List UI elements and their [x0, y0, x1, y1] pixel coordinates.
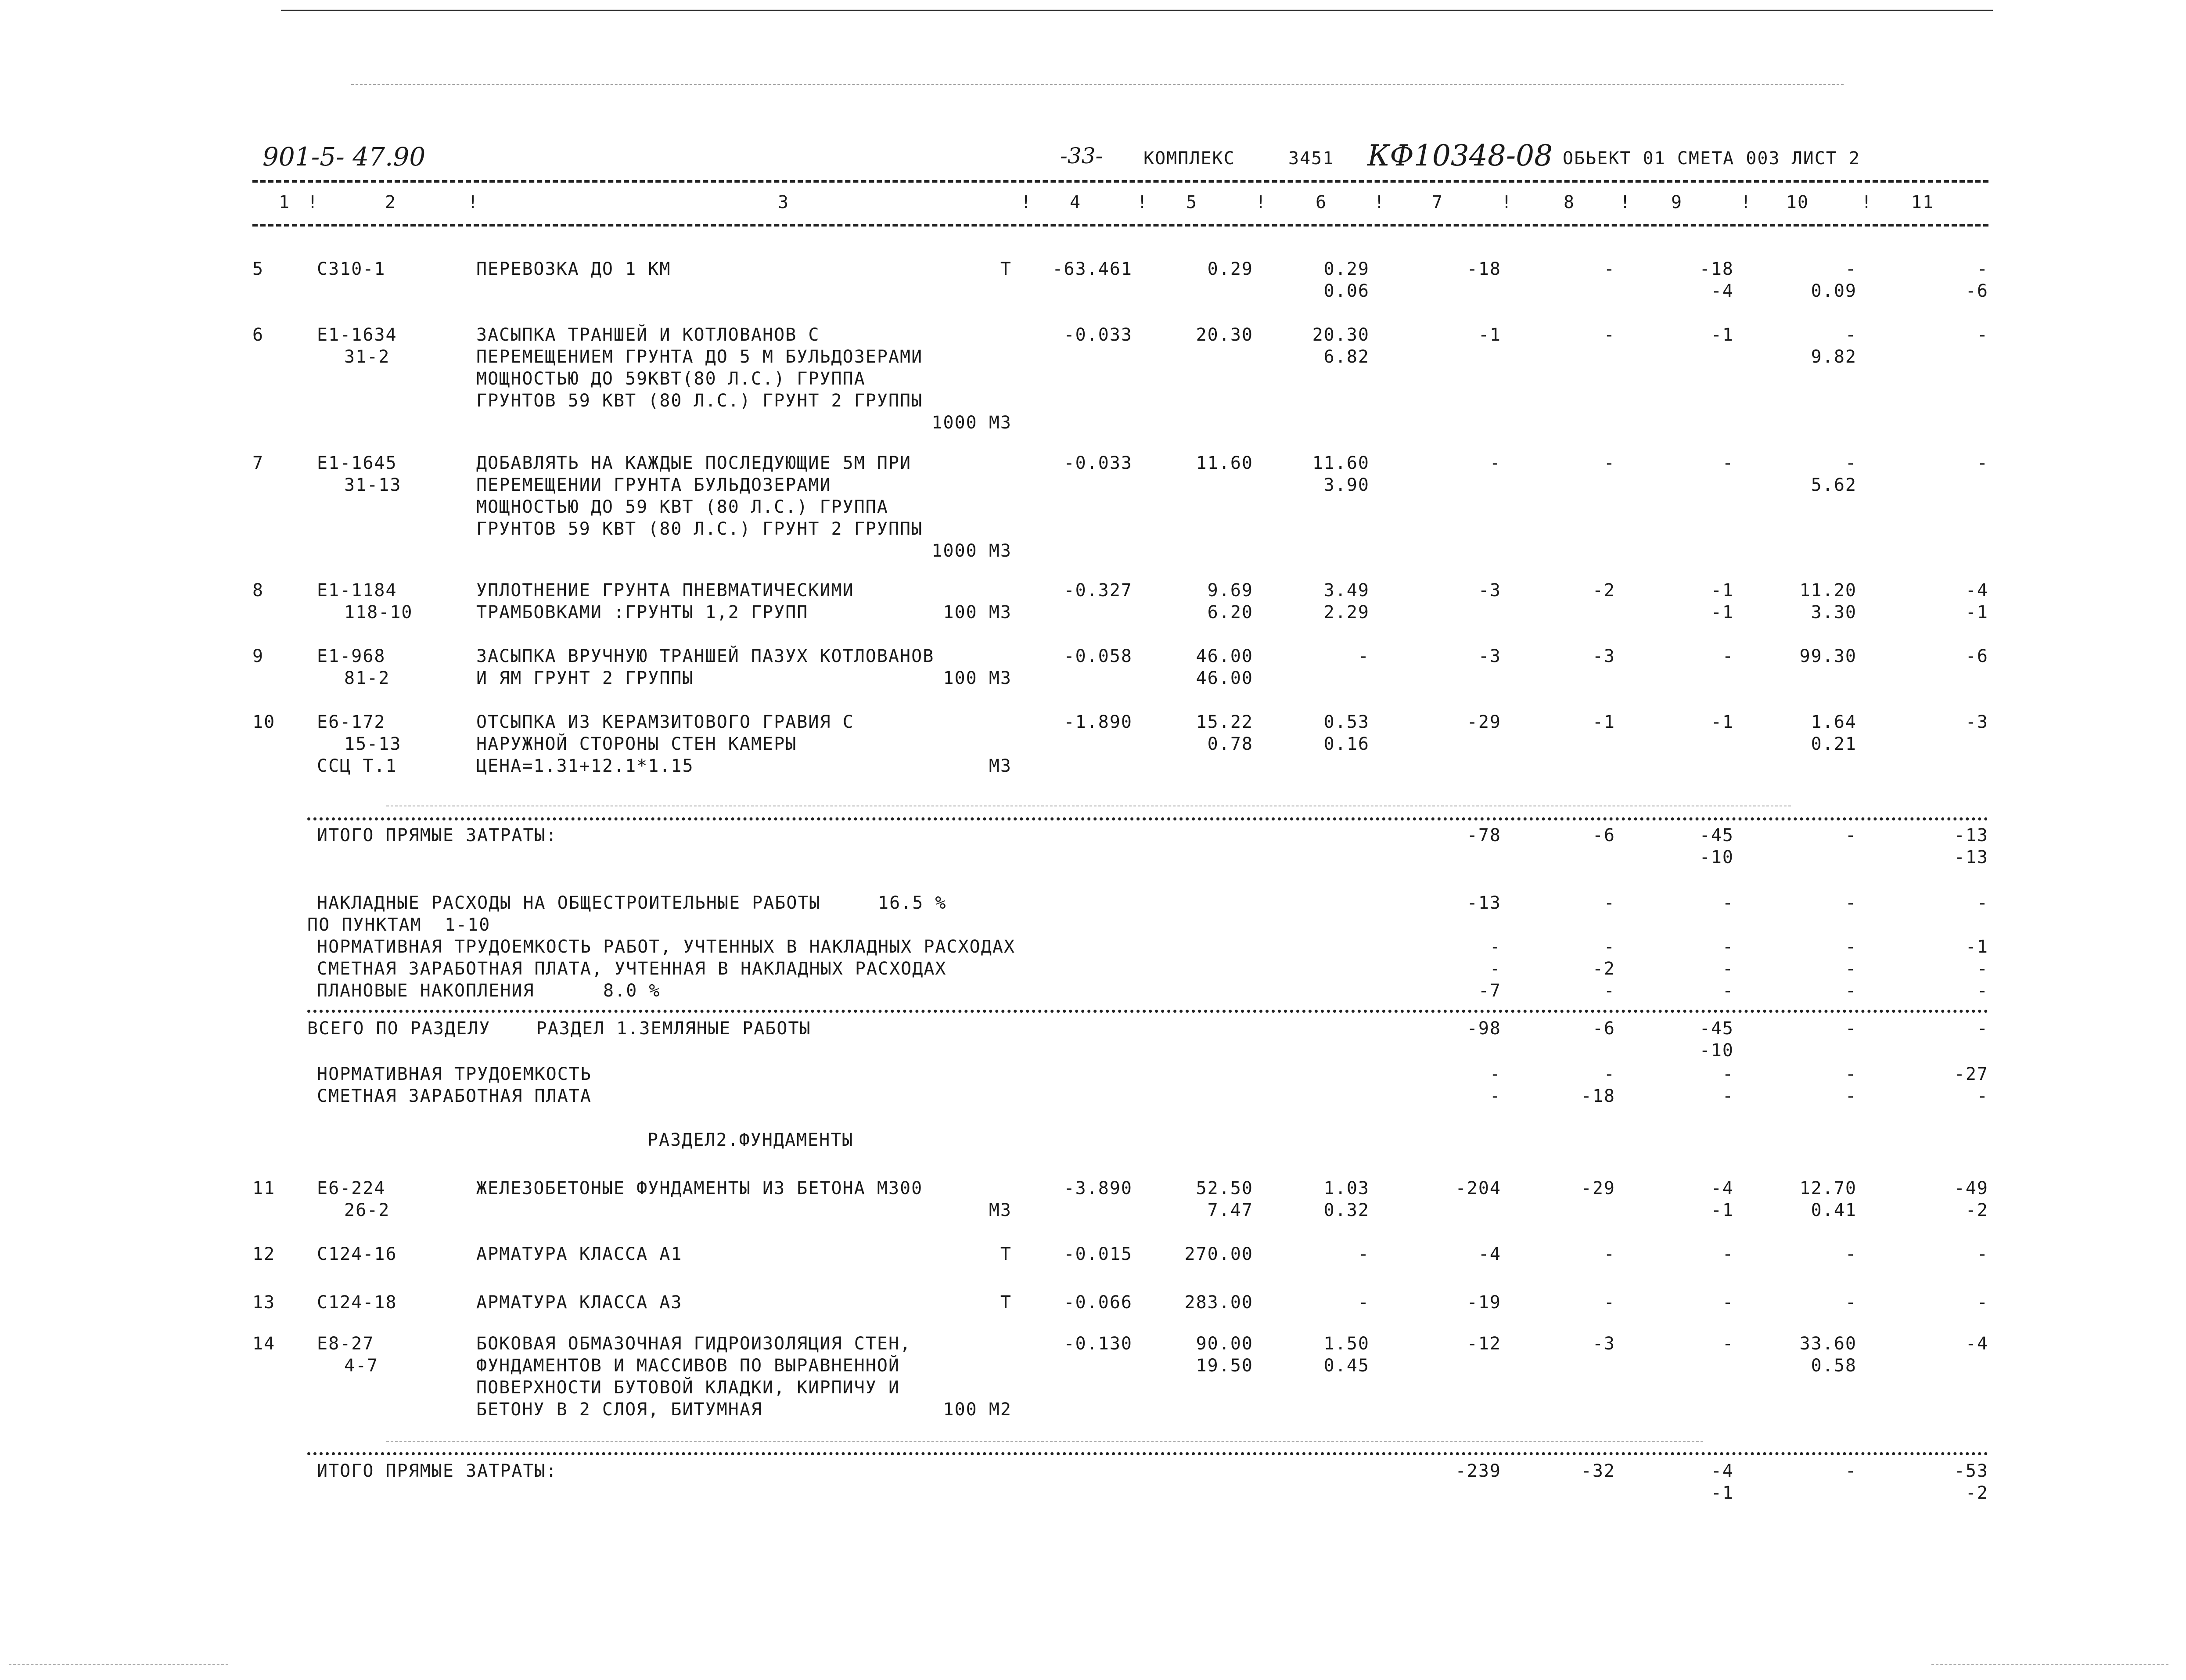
row-unit: М3 — [989, 1200, 1012, 1220]
subtotal-2-c9: -4 — [1711, 1461, 1734, 1481]
row-value-c6: 3.49 — [1323, 580, 1370, 601]
row-quantity: -63.461 — [1052, 259, 1133, 279]
section-total-c7: -98 — [1467, 1018, 1501, 1039]
row-value-c10: 0.21 — [1811, 734, 1857, 754]
row-quantity: -1.890 — [1064, 712, 1133, 732]
section-total-c9: -10 — [1699, 1040, 1734, 1061]
row-quantity: -0.130 — [1064, 1334, 1133, 1354]
subtotal-c11: -13 — [1954, 825, 1988, 845]
row-value-c5: 52.50 — [1196, 1178, 1253, 1198]
column-separator: ! — [1374, 192, 1386, 212]
row-quantity: -0.033 — [1064, 453, 1133, 473]
row-value-c9: - — [1722, 453, 1734, 473]
column-separator: ! — [1740, 192, 1752, 212]
row-value-c6: 1.50 — [1323, 1334, 1370, 1354]
overhead-c8: - — [1604, 937, 1615, 957]
subtotal-c7: -78 — [1467, 825, 1501, 845]
row-code: 81-2 — [344, 668, 390, 688]
row-code: Е6-224 — [317, 1178, 386, 1198]
row-value-c7: -3 — [1478, 646, 1501, 666]
row-value-c10: 3.30 — [1811, 602, 1857, 622]
column-separator: ! — [1501, 192, 1513, 212]
row-value-c10: 12.70 — [1799, 1178, 1857, 1198]
row-code: Е1-1634 — [317, 325, 397, 345]
row-value-c9: -1 — [1711, 1200, 1734, 1220]
subtotal-2-label: ИТОГО ПРЯМЫЕ ЗАТРАТЫ: — [317, 1461, 557, 1481]
header-rule-bottom — [252, 224, 1988, 227]
row-quantity: -0.327 — [1064, 580, 1133, 601]
row-value-c6: 1.03 — [1323, 1178, 1370, 1198]
row-description: ДОБАВЛЯТЬ НА КАЖДЫЕ ПОСЛЕДУЮЩИЕ 5М ПРИ — [476, 453, 912, 473]
row-value-c6: 3.90 — [1323, 475, 1370, 495]
row-value-c9: -1 — [1711, 602, 1734, 622]
row-value-c10: - — [1845, 1292, 1857, 1313]
row-code: ССЦ Т.1 — [317, 756, 397, 776]
row-value-c10: 11.20 — [1799, 580, 1857, 601]
column-header-7: 7 — [1431, 192, 1444, 212]
row-value-c7: -1 — [1478, 325, 1501, 345]
overhead-c8: - — [1604, 893, 1615, 913]
row-value-c7: - — [1489, 453, 1501, 473]
subtotal-2-c9: -1 — [1711, 1483, 1734, 1503]
row-description: ОТСЫПКА ИЗ КЕРАМЗИТОВОГО ГРАВИЯ С — [476, 712, 854, 732]
row-number: 7 — [252, 453, 264, 473]
overhead-c8: - — [1604, 981, 1615, 1001]
subtotal-separator — [307, 817, 1988, 820]
row-value-c10: 33.60 — [1799, 1334, 1857, 1354]
subtotal-c10: - — [1845, 825, 1857, 845]
row-number: 13 — [252, 1292, 276, 1313]
header-rule-top — [252, 180, 1988, 183]
column-header-4: 4 — [1069, 192, 1082, 212]
row-value-c11: - — [1977, 1244, 1988, 1264]
overhead-label: ПЛАНОВЫЕ НАКОПЛЕНИЯ 8.0 % — [317, 981, 661, 1001]
subtotal-c9: -45 — [1699, 825, 1734, 845]
row-value-c5: 0.78 — [1207, 734, 1253, 754]
section-extra-c11: -27 — [1954, 1064, 1988, 1084]
row-value-c5: 20.30 — [1196, 325, 1253, 345]
row-value-c7: -4 — [1478, 1244, 1501, 1264]
row-value-c8: - — [1604, 325, 1615, 345]
row-value-c11: -6 — [1965, 646, 1988, 666]
row-description: ПОВЕРХНОСТИ БУТОВОЙ КЛАДКИ, КИРПИЧУ И — [476, 1378, 900, 1398]
row-value-c11: -6 — [1965, 281, 1988, 301]
subtotal-2-c11: -2 — [1965, 1483, 1988, 1503]
row-description: ЖЕЛЕЗОБЕТОНЫЕ ФУНДАМЕНТЫ ИЗ БЕТОНА М300 — [476, 1178, 923, 1198]
row-value-c5: 19.50 — [1196, 1356, 1253, 1376]
subtotal-label: ИТОГО ПРЯМЫЕ ЗАТРАТЫ: — [317, 825, 557, 845]
column-separator: ! — [1861, 192, 1873, 212]
column-header-8: 8 — [1563, 192, 1575, 212]
row-value-c6: 0.45 — [1323, 1356, 1370, 1376]
scan-noise-line — [1931, 1664, 2168, 1665]
row-value-c6: 11.60 — [1312, 453, 1370, 473]
row-value-c11: -4 — [1965, 1334, 1988, 1354]
overhead-c9: - — [1722, 959, 1734, 979]
section-total-c9: -45 — [1699, 1018, 1734, 1039]
overhead-c10: - — [1845, 937, 1857, 957]
row-description: И ЯМ ГРУНТ 2 ГРУППЫ — [476, 668, 694, 688]
row-value-c10: - — [1845, 453, 1857, 473]
column-separator: ! — [1137, 192, 1149, 212]
section-total-c10: - — [1845, 1018, 1857, 1039]
row-description: МОЩНОСТЬЮ ДО 59КВТ(80 Л.С.) ГРУППА — [476, 369, 866, 389]
section-extra-c10: - — [1845, 1064, 1857, 1084]
row-description: НАРУЖНОЙ СТОРОНЫ СТЕН КАМЕРЫ — [476, 734, 797, 754]
object-info: ОБЬЕКТ 01 СМЕТА 003 ЛИСТ 2 — [1563, 148, 1861, 169]
column-header-3: 3 — [777, 192, 790, 212]
row-description: ПЕРЕМЕЩЕНИИ ГРУНТА БУЛЬДОЗЕРАМИ — [476, 475, 831, 495]
row-unit: Т — [1000, 259, 1012, 279]
overhead-c8: -2 — [1592, 959, 1615, 979]
row-description: МОЩНОСТЬЮ ДО 59 КВТ (80 Л.С.) ГРУППА — [476, 497, 888, 517]
row-value-c11: - — [1977, 325, 1988, 345]
row-value-c10: 99.30 — [1799, 646, 1857, 666]
row-value-c5: 0.29 — [1207, 259, 1253, 279]
overhead-c7: -7 — [1478, 981, 1501, 1001]
row-code: 4-7 — [344, 1356, 379, 1376]
section-extra-c9: - — [1722, 1064, 1734, 1084]
row-value-c10: 0.09 — [1811, 281, 1857, 301]
row-value-c7: -204 — [1455, 1178, 1501, 1198]
row-description: ПЕРЕВОЗКА ДО 1 КМ — [476, 259, 671, 279]
row-value-c11: -2 — [1965, 1200, 1988, 1220]
row-value-c5: 6.20 — [1207, 602, 1253, 622]
subtotal-2-c10: - — [1845, 1461, 1857, 1481]
overhead-c7: -13 — [1467, 893, 1501, 913]
section-2-title: РАЗДЕЛ2.ФУНДАМЕНТЫ — [647, 1130, 854, 1150]
row-value-c8: - — [1604, 259, 1615, 279]
row-value-c8: -1 — [1592, 712, 1615, 732]
row-value-c10: - — [1845, 325, 1857, 345]
row-code: Е1-1184 — [317, 580, 397, 601]
section-extra-label: НОРМАТИВНАЯ ТРУДОЕМКОСТЬ — [317, 1064, 592, 1084]
column-header-10: 10 — [1786, 192, 1809, 212]
row-value-c8: - — [1604, 1244, 1615, 1264]
row-value-c9: -4 — [1711, 1178, 1734, 1198]
row-description: БОКОВАЯ ОБМАЗОЧНАЯ ГИДРОИЗОЛЯЦИЯ СТЕН, — [476, 1334, 912, 1354]
row-value-c11: -4 — [1965, 580, 1988, 601]
overhead-label: СМЕТНАЯ ЗАРАБОТНАЯ ПЛАТА, УЧТЕННАЯ В НАКЛАДНЫХ РАСХОДАХ — [317, 959, 947, 979]
row-code: 31-13 — [344, 475, 402, 495]
row-value-c8: -3 — [1592, 1334, 1615, 1354]
row-value-c6: - — [1358, 1244, 1370, 1264]
row-value-c7: -19 — [1467, 1292, 1501, 1313]
row-code: Е6-172 — [317, 712, 386, 732]
scan-noise-line — [386, 1441, 1703, 1442]
row-value-c8: -2 — [1592, 580, 1615, 601]
row-value-c10: 0.58 — [1811, 1356, 1857, 1376]
row-unit: М3 — [989, 756, 1012, 776]
subtotal-2-c7: -239 — [1455, 1461, 1501, 1481]
complex-label: КОМПЛЕКС — [1143, 148, 1235, 169]
section-extra-c10: - — [1845, 1086, 1857, 1106]
row-value-c11: - — [1977, 453, 1988, 473]
section-extra-c7: - — [1489, 1064, 1501, 1084]
column-separator: ! — [467, 192, 479, 212]
row-code: Е1-1645 — [317, 453, 397, 473]
row-value-c6: 0.16 — [1323, 734, 1370, 754]
section-extra-c11: - — [1977, 1086, 1988, 1106]
row-code: С124-16 — [317, 1244, 397, 1264]
row-value-c9: - — [1722, 1244, 1734, 1264]
row-description: БЕТОНУ В 2 СЛОЯ, БИТУМНАЯ — [476, 1399, 763, 1420]
row-number: 10 — [252, 712, 276, 732]
row-value-c11: -1 — [1965, 602, 1988, 622]
overhead-c9: - — [1722, 893, 1734, 913]
overhead-c10: - — [1845, 981, 1857, 1001]
row-description: УПЛОТНЕНИЕ ГРУНТА ПНЕВМАТИЧЕСКИМИ — [476, 580, 854, 601]
column-header-5: 5 — [1186, 192, 1198, 212]
row-description: ФУНДАМЕНТОВ И МАССИВОВ ПО ВЫРАВНЕННОЙ — [476, 1356, 900, 1376]
row-code: 26-2 — [344, 1200, 390, 1220]
column-header-1: 1 — [278, 192, 291, 212]
subtotal-2-separator — [307, 1452, 1988, 1455]
row-description: АРМАТУРА КЛАССА А1 — [476, 1244, 683, 1264]
row-description: АРМАТУРА КЛАССА А3 — [476, 1292, 683, 1313]
section-total-c11: - — [1977, 1018, 1988, 1039]
row-code: Е1-968 — [317, 646, 386, 666]
overhead-c7: - — [1489, 959, 1501, 979]
row-value-c6: 20.30 — [1312, 325, 1370, 345]
top-edge-rule — [281, 10, 1993, 11]
column-header-6: 6 — [1315, 192, 1327, 212]
row-value-c6: - — [1358, 1292, 1370, 1313]
row-value-c6: - — [1358, 646, 1370, 666]
row-unit: 1000 М3 — [931, 413, 1012, 433]
column-header-11: 11 — [1911, 192, 1934, 212]
overhead-c11: -1 — [1965, 937, 1988, 957]
row-quantity: -0.015 — [1064, 1244, 1133, 1264]
row-number: 14 — [252, 1334, 276, 1354]
section-extra-c8: -18 — [1581, 1086, 1615, 1106]
row-description: ТРАМБОВКАМИ :ГРУНТЫ 1,2 ГРУПП — [476, 602, 809, 622]
row-description: ЗАСЫПКА ВРУЧНУЮ ТРАНШЕЙ ПАЗУХ КОТЛОВАНОВ — [476, 646, 935, 666]
row-value-c5: 46.00 — [1196, 646, 1253, 666]
complex-number: 3451 — [1288, 148, 1334, 169]
row-number: 8 — [252, 580, 264, 601]
row-value-c6: 0.06 — [1323, 281, 1370, 301]
row-description: ЦЕНА=1.31+12.1*1.15 — [476, 756, 694, 776]
row-description: ПЕРЕМЕЩЕНИЕМ ГРУНТА ДО 5 М БУЛЬДОЗЕРАМИ — [476, 347, 923, 367]
row-unit: Т — [1000, 1292, 1012, 1313]
row-value-c9: - — [1722, 646, 1734, 666]
row-value-c10: 5.62 — [1811, 475, 1857, 495]
section-total-c8: -6 — [1592, 1018, 1615, 1039]
row-value-c11: - — [1977, 1292, 1988, 1313]
row-code: Е8-27 — [317, 1334, 374, 1354]
row-value-c10: 1.64 — [1811, 712, 1857, 732]
column-separator: ! — [1255, 192, 1267, 212]
row-number: 9 — [252, 646, 264, 666]
row-value-c6: 0.32 — [1323, 1200, 1370, 1220]
row-value-c7: -18 — [1467, 259, 1501, 279]
row-value-c5: 9.69 — [1207, 580, 1253, 601]
row-unit: 1000 М3 — [931, 541, 1012, 561]
row-quantity: -3.890 — [1064, 1178, 1133, 1198]
row-number: 6 — [252, 325, 264, 345]
row-value-c5: 283.00 — [1184, 1292, 1253, 1313]
column-header-9: 9 — [1671, 192, 1683, 212]
overhead-label: НАКЛАДНЫЕ РАСХОДЫ НА ОБЩЕСТРОИТЕЛЬНЫЕ РАБОТЫ 16.5 % — [317, 893, 947, 913]
row-unit: 100 М3 — [943, 668, 1012, 688]
row-quantity: -0.033 — [1064, 325, 1133, 345]
column-separator: ! — [307, 192, 319, 212]
row-value-c5: 46.00 — [1196, 668, 1253, 688]
row-value-c9: -1 — [1711, 325, 1734, 345]
row-unit: Т — [1000, 1244, 1012, 1264]
row-number: 12 — [252, 1244, 276, 1264]
row-value-c9: -1 — [1711, 712, 1734, 732]
row-value-c9: -18 — [1699, 259, 1734, 279]
row-value-c11: -3 — [1965, 712, 1988, 732]
row-value-c5: 7.47 — [1207, 1200, 1253, 1220]
row-value-c6: 0.29 — [1323, 259, 1370, 279]
row-value-c9: - — [1722, 1334, 1734, 1354]
column-header-2: 2 — [385, 192, 397, 212]
section-extra-label: СМЕТНАЯ ЗАРАБОТНАЯ ПЛАТА — [317, 1086, 592, 1106]
row-code: 31-2 — [344, 347, 390, 367]
row-value-c9: -4 — [1711, 281, 1734, 301]
row-value-c10: - — [1845, 259, 1857, 279]
row-value-c9: - — [1722, 1292, 1734, 1313]
section-extra-c9: - — [1722, 1086, 1734, 1106]
row-value-c6: 0.53 — [1323, 712, 1370, 732]
subtotal-c9: -10 — [1699, 847, 1734, 867]
row-description: ЗАСЫПКА ТРАНШЕЙ И КОТЛОВАНОВ С — [476, 325, 820, 345]
row-value-c6: 6.82 — [1323, 347, 1370, 367]
overhead-c10: - — [1845, 959, 1857, 979]
section-extra-c7: - — [1489, 1086, 1501, 1106]
row-value-c5: 270.00 — [1184, 1244, 1253, 1264]
column-separator: ! — [1620, 192, 1632, 212]
row-value-c8: -29 — [1581, 1178, 1615, 1198]
row-value-c10: - — [1845, 1244, 1857, 1264]
overhead-c9: - — [1722, 981, 1734, 1001]
row-value-c11: - — [1977, 259, 1988, 279]
row-code: 15-13 — [344, 734, 402, 754]
row-description: ГРУНТОВ 59 КВТ (80 Л.С.) ГРУНТ 2 ГРУППЫ — [476, 519, 923, 539]
row-value-c5: 11.60 — [1196, 453, 1253, 473]
row-description: ГРУНТОВ 59 КВТ (80 Л.С.) ГРУНТ 2 ГРУППЫ — [476, 391, 923, 411]
row-value-c9: -1 — [1711, 580, 1734, 601]
row-code: С124-18 — [317, 1292, 397, 1313]
scan-noise-line — [9, 1664, 228, 1665]
row-value-c10: 0.41 — [1811, 1200, 1857, 1220]
row-number: 11 — [252, 1178, 276, 1198]
row-value-c8: - — [1604, 453, 1615, 473]
overhead-c11: - — [1977, 959, 1988, 979]
row-value-c5: 90.00 — [1196, 1334, 1253, 1354]
handwritten-code: КФ10348-08 — [1367, 139, 1553, 173]
row-value-c5: 15.22 — [1196, 712, 1253, 732]
subtotal-2-c11: -53 — [1954, 1461, 1988, 1481]
scan-noise-line — [351, 84, 1844, 85]
subtotal-c8: -6 — [1592, 825, 1615, 845]
row-value-c11: -49 — [1954, 1178, 1988, 1198]
subtotal-c11: -13 — [1954, 847, 1988, 867]
section-extra-c8: - — [1604, 1064, 1615, 1084]
overhead-c7: - — [1489, 937, 1501, 957]
section-total-label: ВСЕГО ПО РАЗДЕЛУ РАЗДЕЛ 1.ЗЕМЛЯНЫЕ РАБОТЫ — [307, 1018, 811, 1039]
column-separator: ! — [1021, 192, 1032, 212]
row-number: 5 — [252, 259, 264, 279]
subtotal-2-c8: -32 — [1581, 1461, 1615, 1481]
row-value-c7: -29 — [1467, 712, 1501, 732]
row-code: С310-1 — [317, 259, 386, 279]
row-value-c7: -3 — [1478, 580, 1501, 601]
row-value-c10: 9.82 — [1811, 347, 1857, 367]
row-value-c8: -3 — [1592, 646, 1615, 666]
doc-code: 901-5- 47.90 — [262, 142, 426, 172]
row-quantity: -0.066 — [1064, 1292, 1133, 1313]
row-unit: 100 М2 — [943, 1399, 1012, 1420]
page-number: -33- — [1060, 143, 1103, 169]
overhead-c10: - — [1845, 893, 1857, 913]
overhead-c11: - — [1977, 893, 1988, 913]
row-value-c7: -12 — [1467, 1334, 1501, 1354]
row-value-c8: - — [1604, 1292, 1615, 1313]
overhead-label: НОРМАТИВНАЯ ТРУДОЕМКОСТЬ РАБОТ, УЧТЕННЫХ В НАКЛАДНЫХ РАСХОДАХ — [317, 937, 1016, 957]
row-value-c6: 2.29 — [1323, 602, 1370, 622]
overhead-c11: - — [1977, 981, 1988, 1001]
row-quantity: -0.058 — [1064, 646, 1133, 666]
overhead-label: ПО ПУНКТАМ 1-10 — [307, 915, 491, 935]
row-unit: 100 М3 — [943, 602, 1012, 622]
overhead-c9: - — [1722, 937, 1734, 957]
section-total-separator — [307, 1010, 1988, 1013]
row-code: 118-10 — [344, 602, 413, 622]
